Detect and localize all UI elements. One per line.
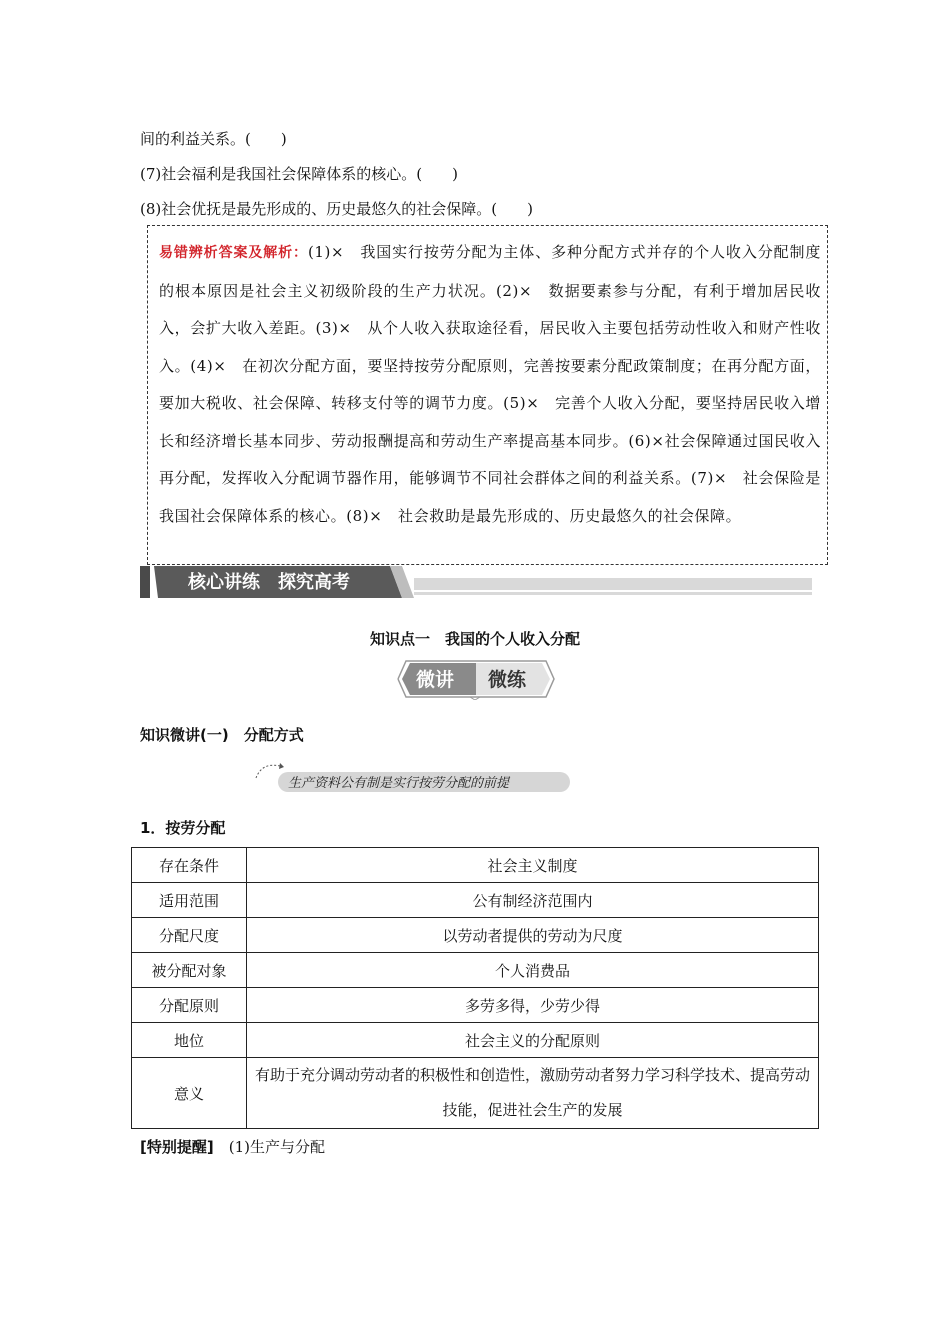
side-note [254,760,574,796]
table-value: 社会主义的分配原则 [247,1023,819,1058]
table-key: 地位 [132,1023,247,1058]
answer-text [159,234,821,535]
table-value: 个人消费品 [247,953,819,988]
micro-tag-graphic [396,658,556,700]
distribution-table [131,847,819,1129]
table-row [132,1023,819,1058]
table-key: 被分配对象 [132,953,247,988]
special-label: [特别提醒] [140,1138,214,1156]
question-8: (8)社会优抚是最先形成的、历史最悠久的社会保障。( ) [140,200,533,218]
answer-body: (1)× 我国实行按劳分配为主体、多种分配方式并存的个人收入分配制度的根本原因是社会主义初级阶段的生产力状况。(2)× 数据要素参与分配，有利于增加居民收入，会扩大收入差距。(3)× 从个人收入获取途径看，居民收入主要包括劳动性收入和财产性收入。(4)× 在初次分配方面，要坚持按劳分配原则，完善按要素分配政策制度；在再分配方面，要加大税收、社会保障、转移支付等的调节力度。(5)× 完善个人收入分配，要坚持居民收入增长和经济增长基本同步、劳动报酬提高和劳动生产率提高基本同步。(6)×社会保障通过国民收入再分配，发挥收入分配调节器作用，能够调节不同社会群体之间的利益关系。(7)× 社会保险是我国社会保障体系的核心。(8)× 社会救助是最先形成的、历史最悠久的社会保障。 [159,243,821,525]
table-row [132,953,819,988]
table-value: 以劳动者提供的劳动为尺度 [247,918,819,953]
question-7: (7)社会福利是我国社会保障体系的核心。( ) [140,165,458,183]
table-row [132,988,819,1023]
table-key: 存在条件 [132,848,247,883]
micro-tag-left: 微讲 [416,669,455,691]
table-row [132,1058,819,1129]
micro-tag [396,658,556,700]
table-key: 意义 [132,1058,247,1129]
micro-lecture-title: 知识微讲(一) 分配方式 [140,726,304,744]
special-reminder [140,1136,325,1157]
table-row [132,883,819,918]
item-title: 1．按劳分配 [140,819,226,837]
table-row [132,848,819,883]
section-banner [140,566,812,598]
table-key: 分配尺度 [132,918,247,953]
table-value: 有助于充分调动劳动者的积极性和创造性，激励劳动者努力学习科学技术、提高劳动技能，促进社会生产的发展 [247,1058,819,1129]
answer-label: 易错辨析答案及解析： [159,245,308,261]
table-key: 分配原则 [132,988,247,1023]
micro-tag-right: 微练 [488,669,527,691]
table-value: 社会主义制度 [247,848,819,883]
question-line-continued: 间的利益关系。( ) [140,130,287,148]
table-value: 多劳多得，少劳少得 [247,988,819,1023]
side-note-text: 生产资料公有制是实行按劳分配的前提 [288,776,510,791]
banner-text: 核心讲练 探究高考 [188,572,350,593]
side-note-graphic [254,760,574,796]
special-text: (1)生产与分配 [213,1138,325,1156]
table-value: 公有制经济范围内 [247,883,819,918]
knowledge-point-title: 知识点一 我国的个人收入分配 [369,630,580,648]
banner-graphic [140,566,812,598]
table-key: 适用范围 [132,883,247,918]
table-row [132,918,819,953]
answer-box [147,225,828,565]
